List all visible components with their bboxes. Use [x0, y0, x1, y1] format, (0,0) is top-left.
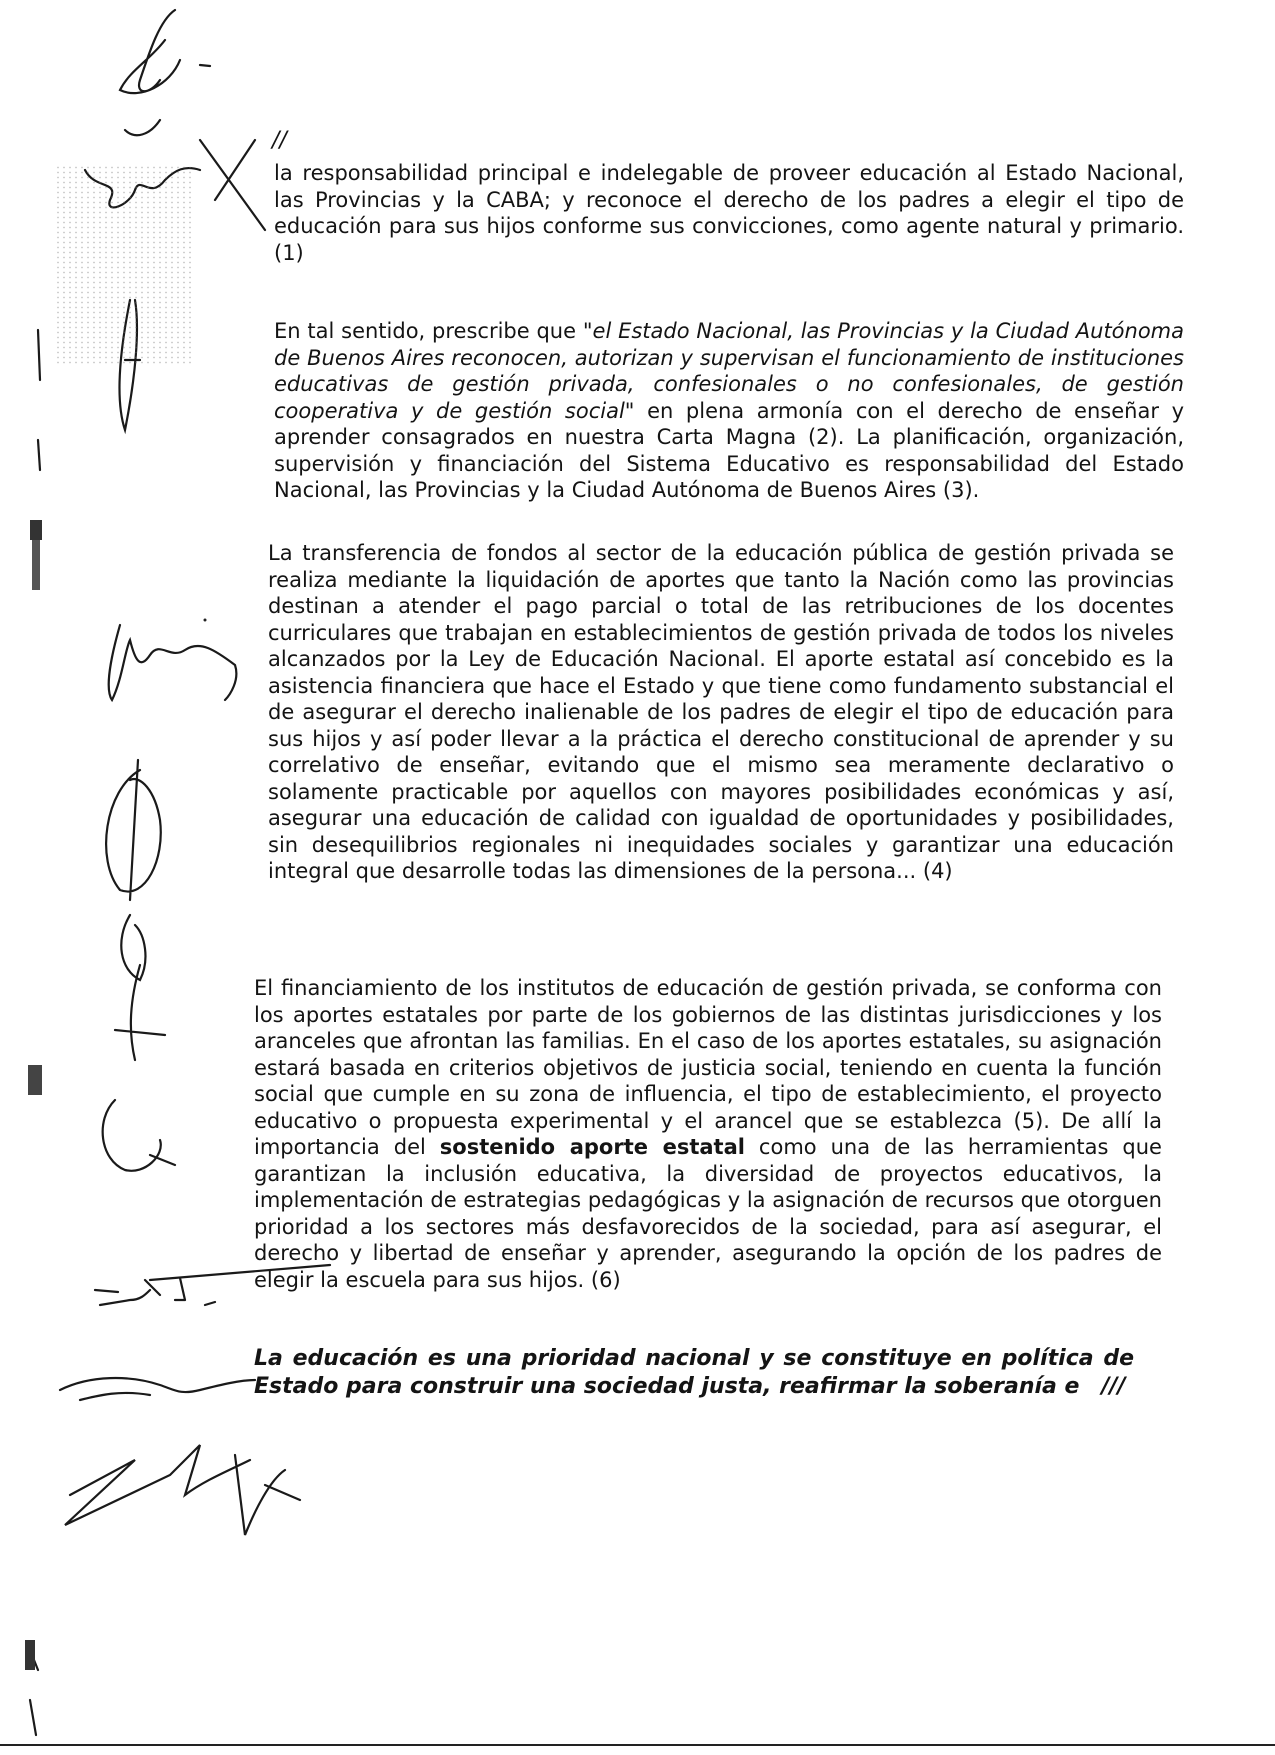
paragraph-1 — [274, 160, 1184, 266]
paragraph-5-text: La educación es una prioridad nacional y se constituye en política de Estado para construir una sociedad justa, reafirmar la soberanía e — [254, 1346, 1134, 1399]
paragraph-5 — [254, 1345, 1134, 1401]
paragraph-4 — [254, 975, 1162, 1293]
paragraph-4-bold: sostenido aporte estatal — [439, 1135, 745, 1159]
paragraph-1-text: la responsabilidad principal e indelegable de proveer educación al Estado Nacional, las Provincias y la CABA; y reconoce el derecho de los padres a elegir el tipo de educación para sus hijos conforme sus convicciones, como agente natural y primario. (1) — [274, 161, 1184, 265]
closing-mark: /// — [1101, 1374, 1126, 1399]
paragraph-3-text: La transferencia de fondos al sector de la educación pública de gestión privada se realiza mediante la liquidación de aportes que tanto la Nación como las provincias destinan a atender el pago parcial o total de las retribuciones de los docentes curriculares que trabajan en establecimientos de gestión privada de todos los niveles alcanzados por la Ley de Educación Nacional. El aporte estatal así concebido es la asistencia financiera que hace el Estado y que tiene como fundamento substancial el de asegurar el derecho inalienable de los padres de elegir el tipo de educación para sus hijos y así poder llevar a la práctica el derecho constitucional de aprender y su correlativo de enseñar, evitando que el mismo sea meramente declarativo o solamente practicable por aquellos con mayores posibilidades económicas y así, asegurar una educación de calidad con igualdad de oportunidades y posibilidades, sin desequilibrios regionales ni inequidades sociales y garantizar una educación integral que desarrolle todas las dimensiones de la persona... (4) — [268, 541, 1174, 883]
continuation-mark: // — [272, 128, 287, 153]
paragraph-2-lead: En tal sentido, prescribe que — [274, 319, 583, 343]
paragraph-2 — [274, 318, 1184, 504]
page-edge-line — [0, 1744, 1275, 1746]
scan-speckle — [55, 165, 195, 365]
paragraph-3 — [268, 540, 1174, 885]
paragraph-4-rest: como una de las herramientas que garantizan la inclusión educativa, la diversidad de proyectos educativos, la implementación de estrategias pedagógicas y la asignación de recursos que otorguen prioridad a los sectores más desfavorecidos de la sociedad, para así asegurar, el derecho y libertad de enseñar y aprender, asegurando la opción de los padres de elegir la escuela para sus hijos. (6) — [254, 1135, 1162, 1292]
paragraph-4-lead: El financiamiento de los institutos de educación de gestión privada, se conforma con los aportes estatales por parte de los gobiernos de las distintas jurisdicciones y los aranceles que afrontan las familias. En el caso de los aportes estatales, su asignación estará basada en criterios objetivos de justicia social, teniendo en cuenta la función social que cumple en su zona de influencia, el tipo de establecimiento, el proyecto educativo o propuesta experimental y el arancel que se establezca (5). De allí la importancia del — [254, 976, 1162, 1159]
paragraph-2-quote: "el Estado Nacional, las Provincias y la Ciudad Autónoma de Buenos Aires reconocen, autorizan y supervisan el funcionamiento de instituciones educativas de gestión privada, confesionales o no confesionales, de gestión cooperativa y de gestión social" — [274, 319, 1185, 423]
paragraph-2-rest: en plena armonía con el derecho de enseñar y aprender consagrados en nuestra Carta Magna (2). La planificación, organización, supervisión y financiación del Sistema Educativo es responsabilidad del Estado Nacional, las Provincias y la Ciudad Autónoma de Buenos Aires (3). — [274, 398, 1185, 502]
